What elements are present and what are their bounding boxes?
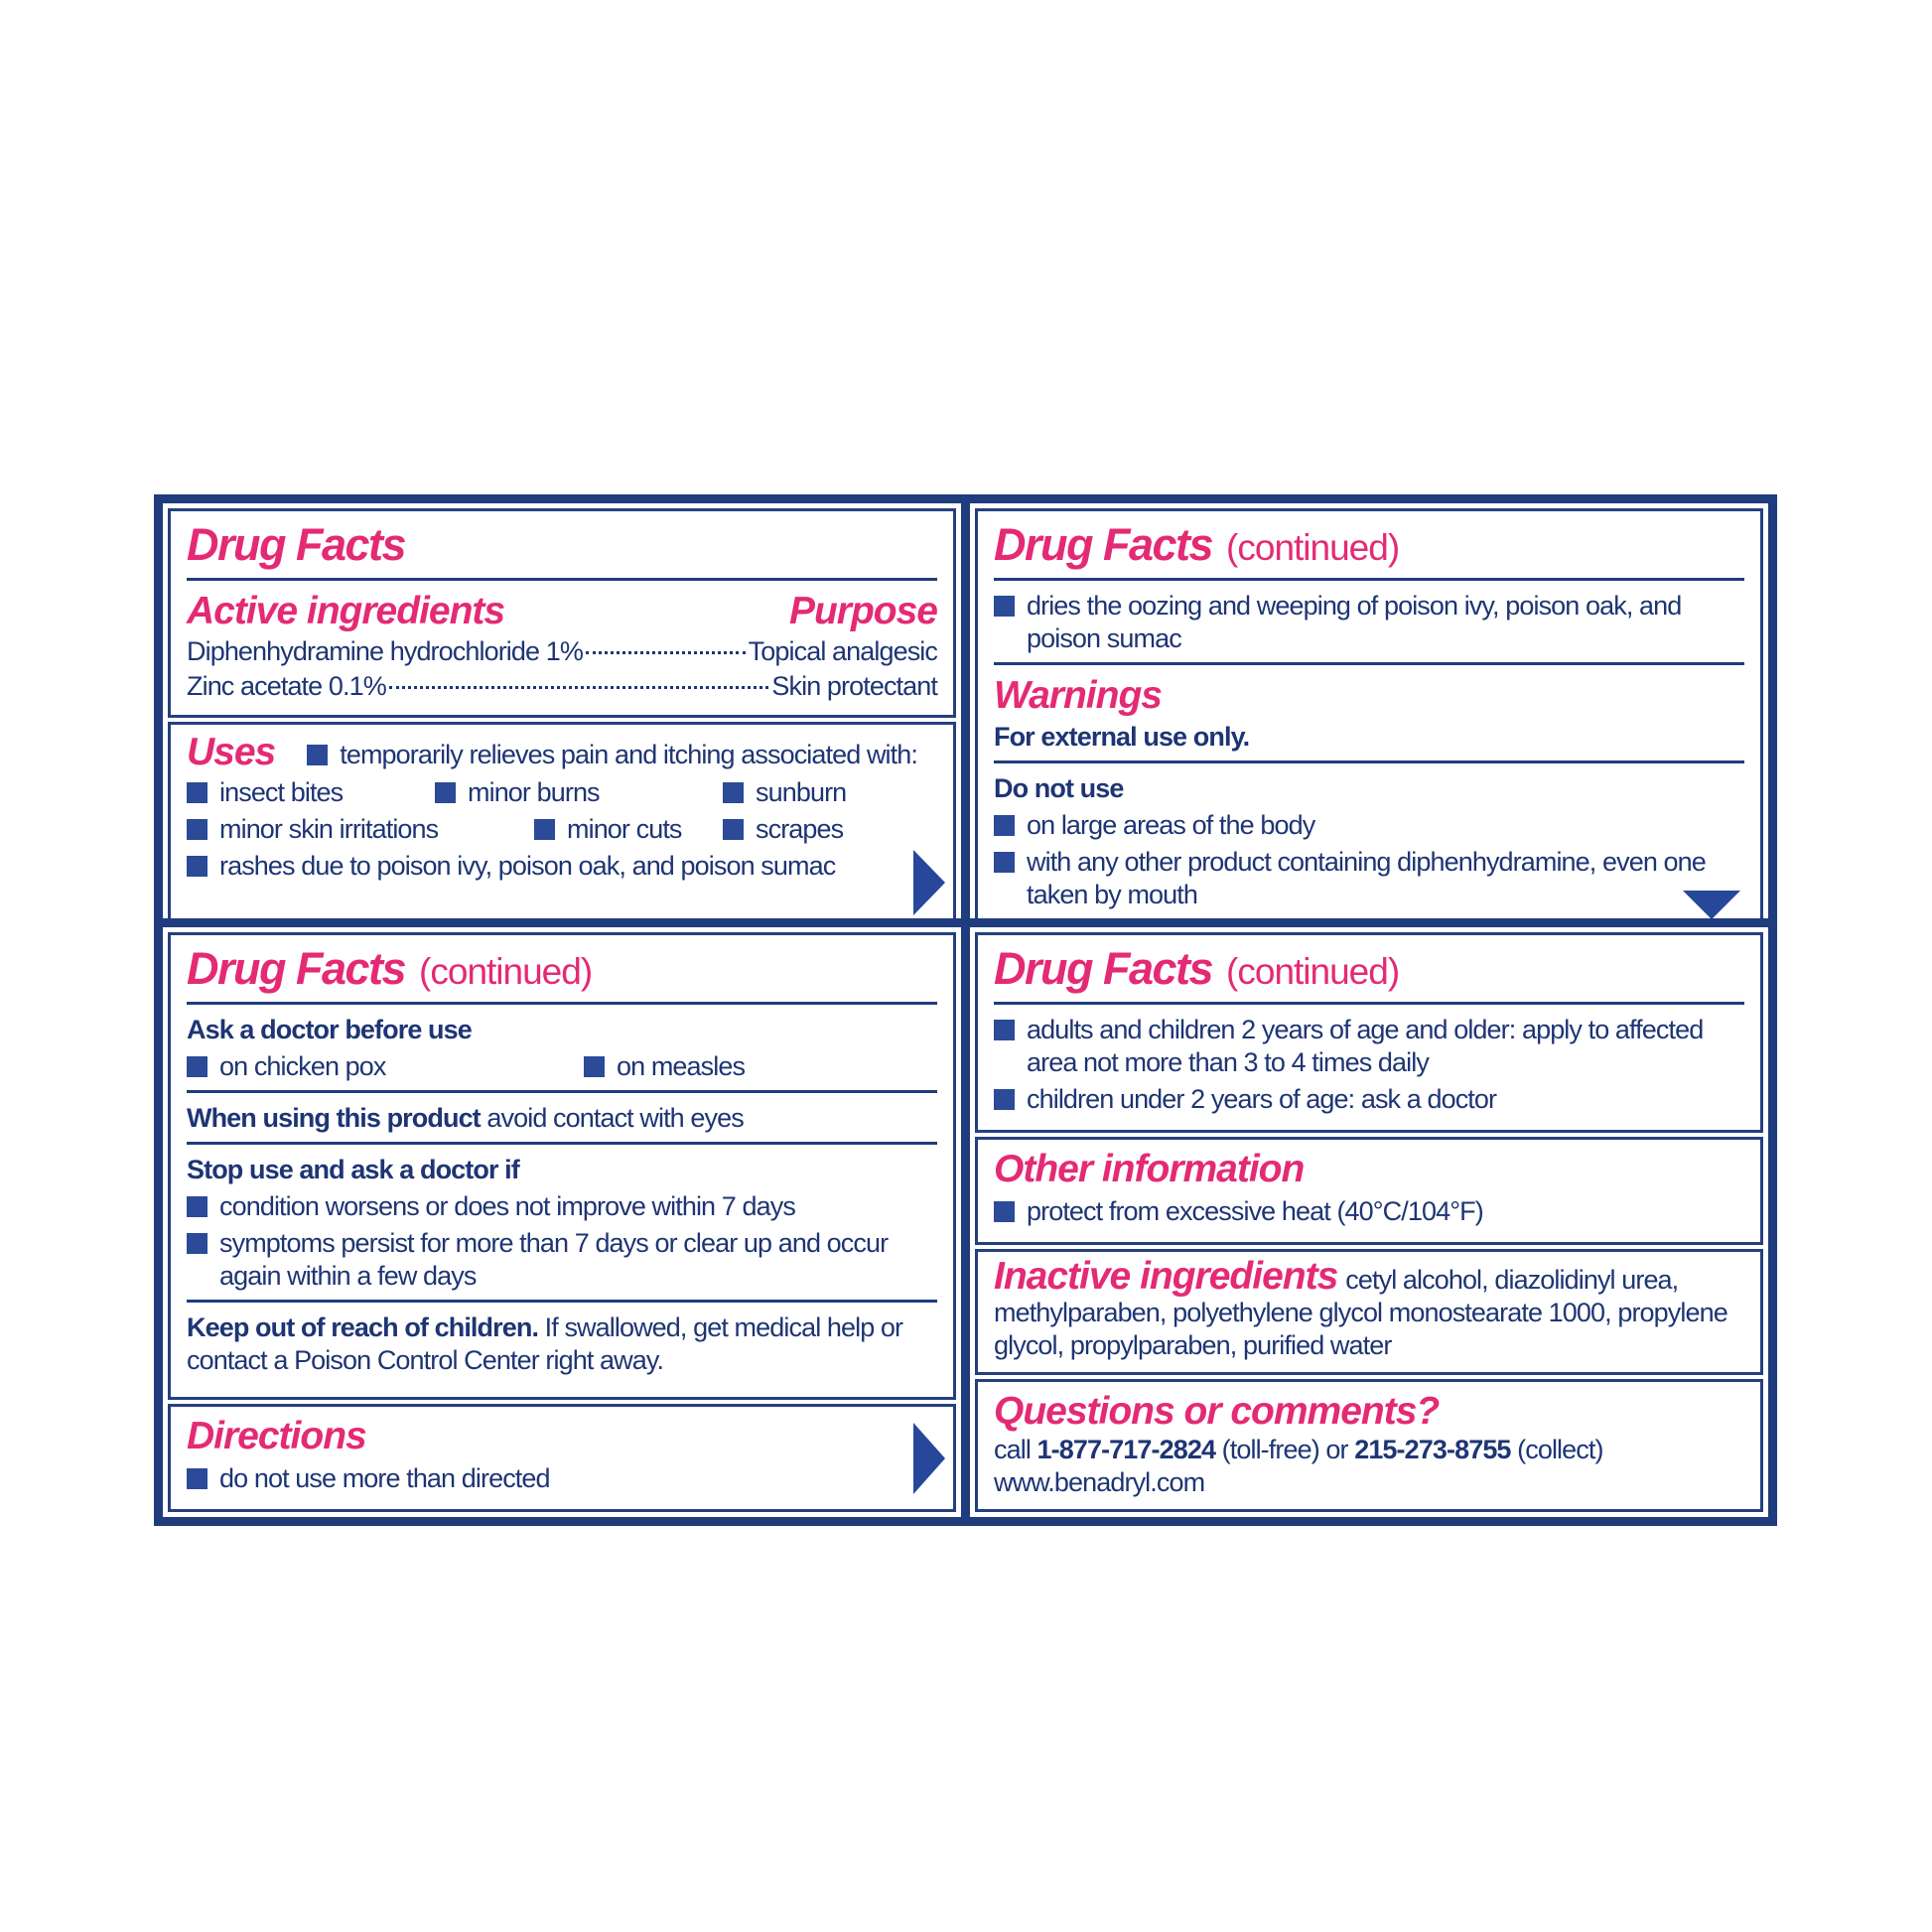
bullet-square-icon [994,815,1015,836]
inactive-ingredients-heading: Inactive ingredients [994,1255,1338,1298]
bullet-square-icon [723,782,744,803]
dosing-item: children under 2 years of age: ask a doctor [994,1083,1744,1116]
inactive-ingredients-text: Inactive ingredients cetyl alcohol, diazolidinyl urea, methylparaben, polyethylene glycol monostearate 1000, propylene glycol, propylparaben, purified water [994,1255,1727,1360]
continue-right-arrow-icon [913,850,945,915]
section-rule [187,1142,937,1145]
panel-divider [961,927,970,1517]
active-ingredients-section [168,508,956,718]
continued-label: (continued) [1226,527,1400,568]
bullet-square-icon [534,819,555,840]
continued-label: (continued) [1226,951,1400,992]
section-rule [994,662,1744,665]
warnings-heading: Warnings [994,674,1162,717]
questions-section [975,1379,1763,1512]
inactive-ingredients-section [975,1249,1763,1375]
bullet-square-icon [435,782,456,803]
uses-item: rashes due to poison ivy, poison oak, and poison sumac [187,850,937,883]
ingredient-purpose: Skin protectant [771,671,937,701]
bullet-square-icon [994,596,1015,617]
other-information-section [975,1137,1763,1245]
website-link: www.benadryl.com [994,1467,1205,1497]
do-not-use-heading: Do not use [994,773,1124,803]
ingredient-row [187,635,937,668]
panel-bottom-right [970,927,1768,1517]
other-information-item: protect from excessive heat (40°C/104°F) [994,1195,1744,1228]
bullet-square-icon [994,1020,1015,1040]
do-not-use-item: with any other product containing diphenhydramine, even one taken by mouth [994,846,1744,911]
active-ingredients-header-row [187,590,937,633]
drug-facts-header [187,519,937,571]
keep-out-text: Keep out of reach of children. If swallowed, get medical help or contact a Poison Control Center right away. [187,1312,903,1375]
precautions-section [168,932,956,1400]
bullet-square-icon [994,852,1015,873]
section-rule [994,1002,1744,1005]
do-not-use-item: on large areas of the body [994,809,1744,842]
continued-label: (continued) [419,951,593,992]
section-rule [994,578,1744,581]
continue-right-arrow-icon [913,1423,945,1494]
top-panel [154,494,1777,942]
continue-down-arrow-icon [1683,891,1740,919]
purpose-heading: Purpose [788,590,937,632]
warnings-section [975,508,1763,928]
uses-intro: temporarily relieves pain and itching associated with: [307,733,917,771]
panel-top-right [970,503,1768,933]
bullet-square-icon [584,1056,605,1077]
bullet-square-icon [187,782,207,803]
section-rule [187,1090,937,1093]
when-using-text: When using this product avoid contact with eyes [187,1103,744,1133]
dosing-section [975,932,1763,1133]
uses-heading: Uses [187,731,276,773]
active-ingredients-heading: Active ingredients [187,590,505,632]
panel-divider [961,503,970,933]
drug-facts-header [994,943,1744,995]
uses-item: insect bites [187,776,435,809]
section-rule [187,578,937,581]
ingredient-purpose: Topical analgesic [748,636,937,666]
bullet-square-icon [723,819,744,840]
bullet-square-icon [187,1196,207,1217]
bullet-square-icon [187,1233,207,1254]
section-rule [187,1300,937,1303]
uses-item: minor skin irritations [187,813,534,846]
drug-facts-header [994,519,1744,571]
ask-doctor-item: on measles [584,1050,745,1083]
stop-use-heading: Stop use and ask a doctor if [187,1155,519,1184]
bullet-square-icon [187,819,207,840]
uses-row [187,813,937,846]
bullet-square-icon [994,1201,1015,1222]
tollfree-number: 1-877-717-2824 [1036,1435,1216,1464]
phone-line: call 1-877-717-2824 (toll-free) or 215-273-8755 (collect) [994,1435,1603,1464]
uses-section [168,722,956,928]
ingredient-name: Diphenhydramine hydrochloride 1% [187,636,583,666]
bottom-panel [154,918,1777,1526]
dries-bullet: dries the oozing and weeping of poison ivy, poison oak, and poison sumac [994,590,1744,655]
uses-header-row [187,733,937,772]
drug-facts-title: Drug Facts [187,519,406,570]
external-use-text: For external use only. [994,722,1250,752]
ask-doctor-item: on chicken pox [187,1050,584,1083]
drug-facts-header [187,943,937,995]
uses-row [187,776,937,809]
uses-item: scrapes [723,813,843,846]
directions-section [168,1404,956,1512]
section-rule [994,760,1744,763]
bullet-square-icon [307,745,328,765]
collect-number: 215-273-8755 [1354,1435,1511,1464]
questions-heading: Questions or comments? [994,1390,1440,1433]
ingredient-name: Zinc acetate 0.1% [187,671,386,701]
uses-item: minor cuts [534,813,723,846]
uses-item: sunburn [723,776,846,809]
uses-item: minor burns [435,776,723,809]
bullet-square-icon [187,1056,207,1077]
bullet-square-icon [994,1089,1015,1110]
directions-heading: Directions [187,1415,366,1457]
section-rule [187,1002,937,1005]
drug-facts-title: Drug Facts [994,519,1213,570]
panel-bottom-left [163,927,961,1517]
stop-use-item: symptoms persist for more than 7 days or clear up and occur again within a few days [187,1227,937,1293]
panel-top-left [163,503,961,933]
bullet-square-icon [187,1468,207,1489]
stop-use-item: condition worsens or does not improve within 7 days [187,1190,937,1223]
drug-facts-title: Drug Facts [994,943,1213,994]
dosing-item: adults and children 2 years of age and older: apply to affected area not more than 3 to 4 times daily [994,1014,1744,1079]
ask-doctor-row [187,1050,937,1083]
directions-item: do not use more than directed [187,1462,937,1495]
bullet-square-icon [187,856,207,877]
dotted-leader [389,686,769,689]
other-information-heading: Other information [994,1148,1305,1190]
ask-doctor-heading: Ask a doctor before use [187,1015,472,1044]
drug-facts-title: Drug Facts [187,943,406,994]
dotted-leader [586,651,746,654]
ingredient-row [187,670,937,703]
